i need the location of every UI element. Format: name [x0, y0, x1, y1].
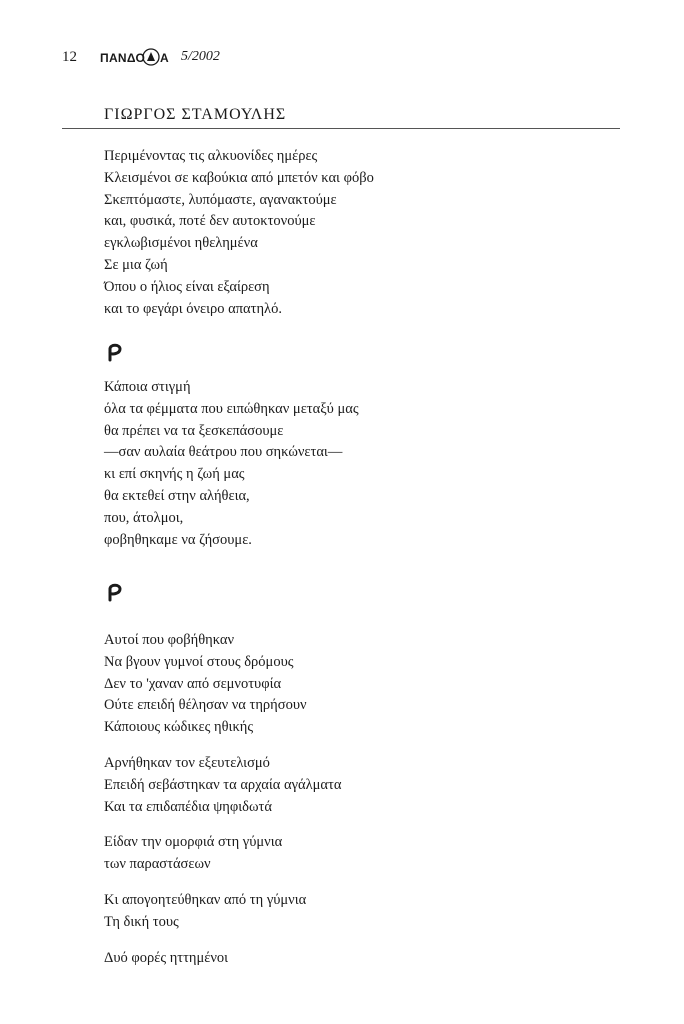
- pandora-ornament-icon: [106, 580, 124, 602]
- page-number: 12: [62, 48, 77, 65]
- poem-line: Δεν το 'χαναν από σεμνοτυφία: [104, 675, 282, 692]
- magazine-logo: [99, 47, 171, 67]
- poem-line: φοβηθηκαμε να ζήσουμε.: [104, 531, 252, 548]
- stanza-gap: [104, 934, 341, 948]
- poem-line: Ούτε επειδή θέλησαν να τηρήσουν: [104, 697, 307, 714]
- poem-3: [104, 630, 341, 969]
- pandora-ornament-icon: [106, 340, 124, 362]
- poem-line: Αυτοί που φοβήθηκαν: [104, 632, 235, 648]
- stanza-gap: [104, 818, 341, 832]
- poem-line: εγκλωβισμένοι ηθελημένα: [104, 235, 258, 252]
- svg-text:Α: Α: [160, 51, 170, 65]
- pandora-logo-icon: [100, 47, 170, 67]
- poem-line: Κάποια στιγμή: [104, 379, 191, 395]
- poem-line: —σαν αυλαία θεάτρου που σηκώνεται—: [104, 444, 343, 461]
- header-rule: [62, 128, 620, 129]
- poem-line: Κι απογοητεύθηκαν από τη γύμνια: [104, 891, 307, 908]
- poem-line: Δυό φορές ηττημένοι: [104, 949, 229, 966]
- running-head: [62, 47, 220, 67]
- poem-line: Να βγουν γυμνοί στους δρόμους: [104, 653, 294, 670]
- poem-line: Κλεισμένοι σε καβούκια από μπετόν και φόβο: [104, 169, 374, 186]
- stanza-gap: [104, 876, 341, 890]
- poem-line: και το φεγάρι όνειρο απατηλό.: [104, 300, 282, 317]
- poem-line: όλα τα φέμματα που ειπώθηκαν μεταξύ μας: [104, 400, 359, 417]
- author-name: ΓΙΩΡΓΟΣ ΣΤΑΜΟΥΛΗΣ: [104, 106, 287, 123]
- poem-line: και, φυσικά, ποτέ δεν αυτοκτονούμε: [104, 213, 316, 230]
- poem-line: θα εκτεθεί στην αλήθεια,: [104, 487, 250, 504]
- svg-text:ΠΑΝΔΟ: ΠΑΝΔΟ: [100, 51, 146, 65]
- poem-line: Είδαν την ομορφιά στη γύμνια: [104, 834, 283, 851]
- poem-line: Σε μια ζωή: [104, 256, 168, 273]
- poem-line: θα πρέπει να τα ξεσκεπάσουμε: [104, 422, 284, 439]
- poem-line: Επειδή σεβάστηκαν τα αρχαία αγάλματα: [104, 776, 342, 793]
- poem-line: Περιμένοντας τις αλκυονίδες ημέρες: [104, 148, 318, 164]
- section-separator: [106, 340, 124, 366]
- poem-line: που, άτολμοι,: [104, 509, 184, 526]
- poem-line: Και τα επιδαπέδια ψηφιδωτά: [104, 798, 272, 815]
- poem-line: κι επί σκηνής η ζωή μας: [104, 466, 245, 483]
- poem-line: των παραστάσεων: [104, 856, 211, 873]
- poem-1: [104, 146, 374, 320]
- poem-line: Αρνήθηκαν τον εξευτελισμό: [104, 754, 270, 771]
- poem-2: [104, 377, 359, 551]
- issue-date: 5/2002: [181, 49, 220, 64]
- poem-line: Όπου ο ήλιος είναι εξαίρεση: [104, 278, 270, 295]
- stanza-gap: [104, 739, 341, 753]
- poem-line: Τη δική τους: [104, 913, 179, 930]
- poem-line: Κάποιους κώδικες ηθικής: [104, 719, 254, 736]
- section-separator: [106, 580, 124, 606]
- poem-line: Σκεπτόμαστε, λυπόμαστε, αγανακτούμε: [104, 191, 337, 208]
